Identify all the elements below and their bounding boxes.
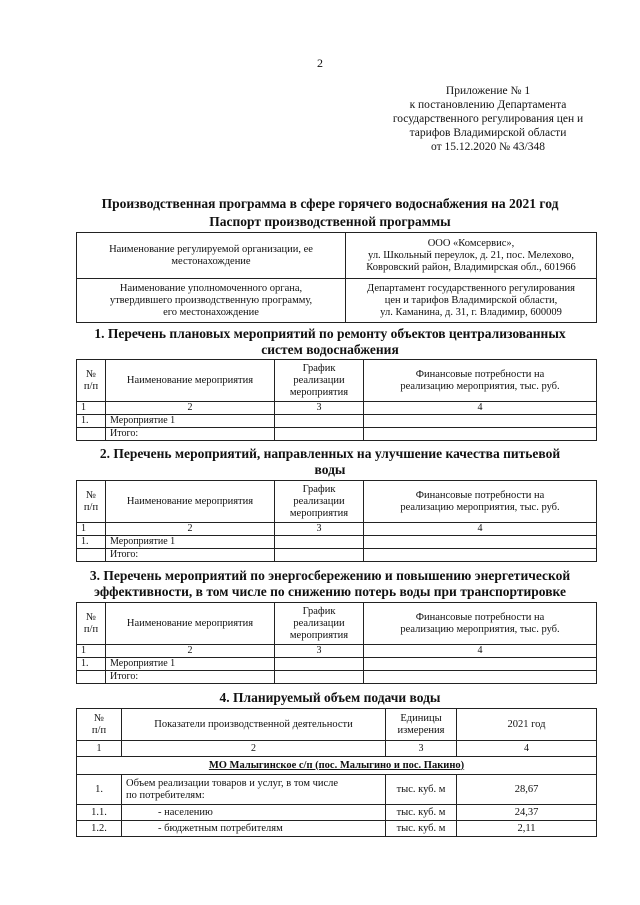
table-row (77, 757, 597, 775)
table-row (77, 428, 597, 441)
table-cell: 2021 год (457, 709, 597, 741)
table-cell: Объем реализации товаров и услуг, в том числе по потребителям: (122, 775, 386, 805)
table-cell: 2 (106, 645, 275, 658)
table-cell: № п/п (77, 603, 106, 645)
table-row (77, 821, 597, 837)
table-cell: Итого: (106, 671, 275, 684)
table-cell: 1.2. (77, 821, 122, 837)
table-cell (77, 549, 106, 562)
cell-text: ул. Каманина, д. 31, г. Владимир, 600009 (380, 306, 562, 318)
appendix-line: от 15.12.2020 № 43/348 (431, 141, 545, 153)
passport-table (76, 232, 597, 323)
table-cell: График реализации мероприятия (275, 360, 364, 402)
table-cell (275, 658, 364, 671)
table-cell: 1 (77, 645, 106, 658)
table-row (77, 279, 597, 323)
table-cell: 1. (77, 415, 106, 428)
table-cell: 1. (77, 658, 106, 671)
table-cell: № п/п (77, 360, 106, 402)
table-cell (275, 536, 364, 549)
table-cell: 1. (77, 775, 122, 805)
table-cell (275, 428, 364, 441)
table-cell: Мероприятие 1 (106, 415, 275, 428)
measures-table-1 (76, 359, 597, 441)
table-cell (364, 671, 597, 684)
document-title: Производственная программа в сфере горячего водоснабжения на 2021 год (101, 196, 559, 211)
table-cell: 4 (364, 402, 597, 415)
table-cell: Наименование мероприятия (106, 481, 275, 523)
table-cell: 2 (106, 402, 275, 415)
table-cell: Наименование мероприятия (106, 360, 275, 402)
table-row (77, 536, 597, 549)
table-cell (364, 536, 597, 549)
section-title: 4. Планируемый объем подачи воды (219, 690, 441, 705)
table-cell (364, 428, 597, 441)
appendix-line: тарифов Владимирской области (409, 127, 567, 139)
table-cell: 4 (364, 645, 597, 658)
table-row (77, 658, 597, 671)
measures-table-3 (76, 602, 597, 684)
table-row (77, 233, 597, 279)
table-row (77, 741, 597, 757)
section-title: 3. Перечень мероприятий по энергосбережению и повышению энергетической (89, 568, 571, 583)
section-title: систем водоснабжения (261, 342, 399, 357)
table-cell (77, 279, 346, 323)
table-cell: тыс. куб. м (386, 821, 457, 837)
passport-title: Паспорт производственной программы (209, 214, 451, 229)
table-cell (364, 549, 597, 562)
table-cell: 3 (386, 741, 457, 757)
appendix-line: государственного регулирования цен и (392, 113, 584, 125)
table-cell: Наименование мероприятия (106, 603, 275, 645)
table-cell: - населению (122, 805, 386, 821)
cell-text: Наименование регулируемой организации, ее (109, 243, 313, 255)
cell-text: ООО «Комсервис», (427, 237, 515, 249)
table-cell: Мероприятие 1 (106, 536, 275, 549)
cell-text: Департамент государственного регулирования (367, 282, 575, 294)
table-cell: Итого: (106, 549, 275, 562)
table-cell (346, 279, 597, 323)
table-row (77, 402, 597, 415)
table-cell: 4 (364, 523, 597, 536)
table-cell: № п/п (77, 481, 106, 523)
section-title: 1. Перечень плановых мероприятий по ремонту объектов централизованных (94, 326, 566, 341)
table-row (77, 523, 597, 536)
cell-text: Наименование уполномоченного органа, (119, 282, 303, 294)
table-cell: тыс. куб. м (386, 775, 457, 805)
water-supply-table (76, 708, 597, 837)
table-cell: Финансовые потребности на реализацию мероприятия, тыс. руб. (364, 481, 597, 523)
table-cell: Мероприятие 1 (106, 658, 275, 671)
table-cell: Итого: (106, 428, 275, 441)
cell-text: местонахождение (171, 255, 251, 267)
table-cell: 24,37 (457, 805, 597, 821)
table-cell (275, 549, 364, 562)
group-header: МО Малыгинское с/п (пос. Малыгино и пос. Пакино) (77, 757, 597, 775)
cell-text: утвердившего производственную программу, (109, 294, 313, 306)
cell-text: цен и тарифов Владимирской области, (384, 294, 558, 306)
table-cell (275, 671, 364, 684)
table-row (77, 360, 597, 402)
table-cell: - бюджетным потребителям (122, 821, 386, 837)
table-cell (346, 233, 597, 279)
table-row (77, 549, 597, 562)
table-cell: Единицы измерения (386, 709, 457, 741)
table-cell (364, 415, 597, 428)
table-cell: 3 (275, 645, 364, 658)
table-cell: Финансовые потребности на реализацию мероприятия, тыс. руб. (364, 603, 597, 645)
table-row (77, 775, 597, 805)
table-cell: 2,11 (457, 821, 597, 837)
table-row (77, 671, 597, 684)
table-cell: тыс. куб. м (386, 805, 457, 821)
table-cell (77, 428, 106, 441)
table-cell: 1 (77, 523, 106, 536)
table-row (77, 805, 597, 821)
table-cell (77, 233, 346, 279)
measures-table-2 (76, 480, 597, 562)
appendix-block (368, 84, 608, 154)
table-cell: 3 (275, 402, 364, 415)
table-cell: № п/п (77, 709, 122, 741)
table-cell: График реализации мероприятия (275, 603, 364, 645)
cell-text: Ковровский район, Владимирская обл., 601966 (366, 261, 576, 273)
table-cell (275, 415, 364, 428)
cell-text: его местонахождение (163, 306, 259, 318)
appendix-line: Приложение № 1 (445, 85, 531, 97)
table-cell: 3 (275, 523, 364, 536)
table-row (77, 603, 597, 645)
table-cell: 1 (77, 741, 122, 757)
section-title: воды (314, 462, 346, 477)
table-cell: 28,67 (457, 775, 597, 805)
table-cell (77, 671, 106, 684)
appendix-line: к постановлению Департамента (409, 99, 567, 111)
table-cell: График реализации мероприятия (275, 481, 364, 523)
table-row (77, 709, 597, 741)
page-number: 2 (317, 56, 323, 70)
cell-text: ул. Школьный переулок, д. 21, пос. Мелехово, (368, 249, 574, 261)
section-title: 2. Перечень мероприятий, направленных на улучшение качества питьевой (99, 446, 561, 461)
table-cell: 2 (106, 523, 275, 536)
table-cell: Показатели производственной деятельности (122, 709, 386, 741)
table-row (77, 481, 597, 523)
table-cell: 1 (77, 402, 106, 415)
table-cell: 1.1. (77, 805, 122, 821)
table-row (77, 415, 597, 428)
table-cell: 2 (122, 741, 386, 757)
section-title: эффективности, в том числе по снижению потерь воды при транспортировке (94, 584, 566, 599)
table-cell: Финансовые потребности на реализацию мероприятия, тыс. руб. (364, 360, 597, 402)
table-row (77, 645, 597, 658)
table-cell (364, 658, 597, 671)
table-cell: 1. (77, 536, 106, 549)
table-cell: 4 (457, 741, 597, 757)
